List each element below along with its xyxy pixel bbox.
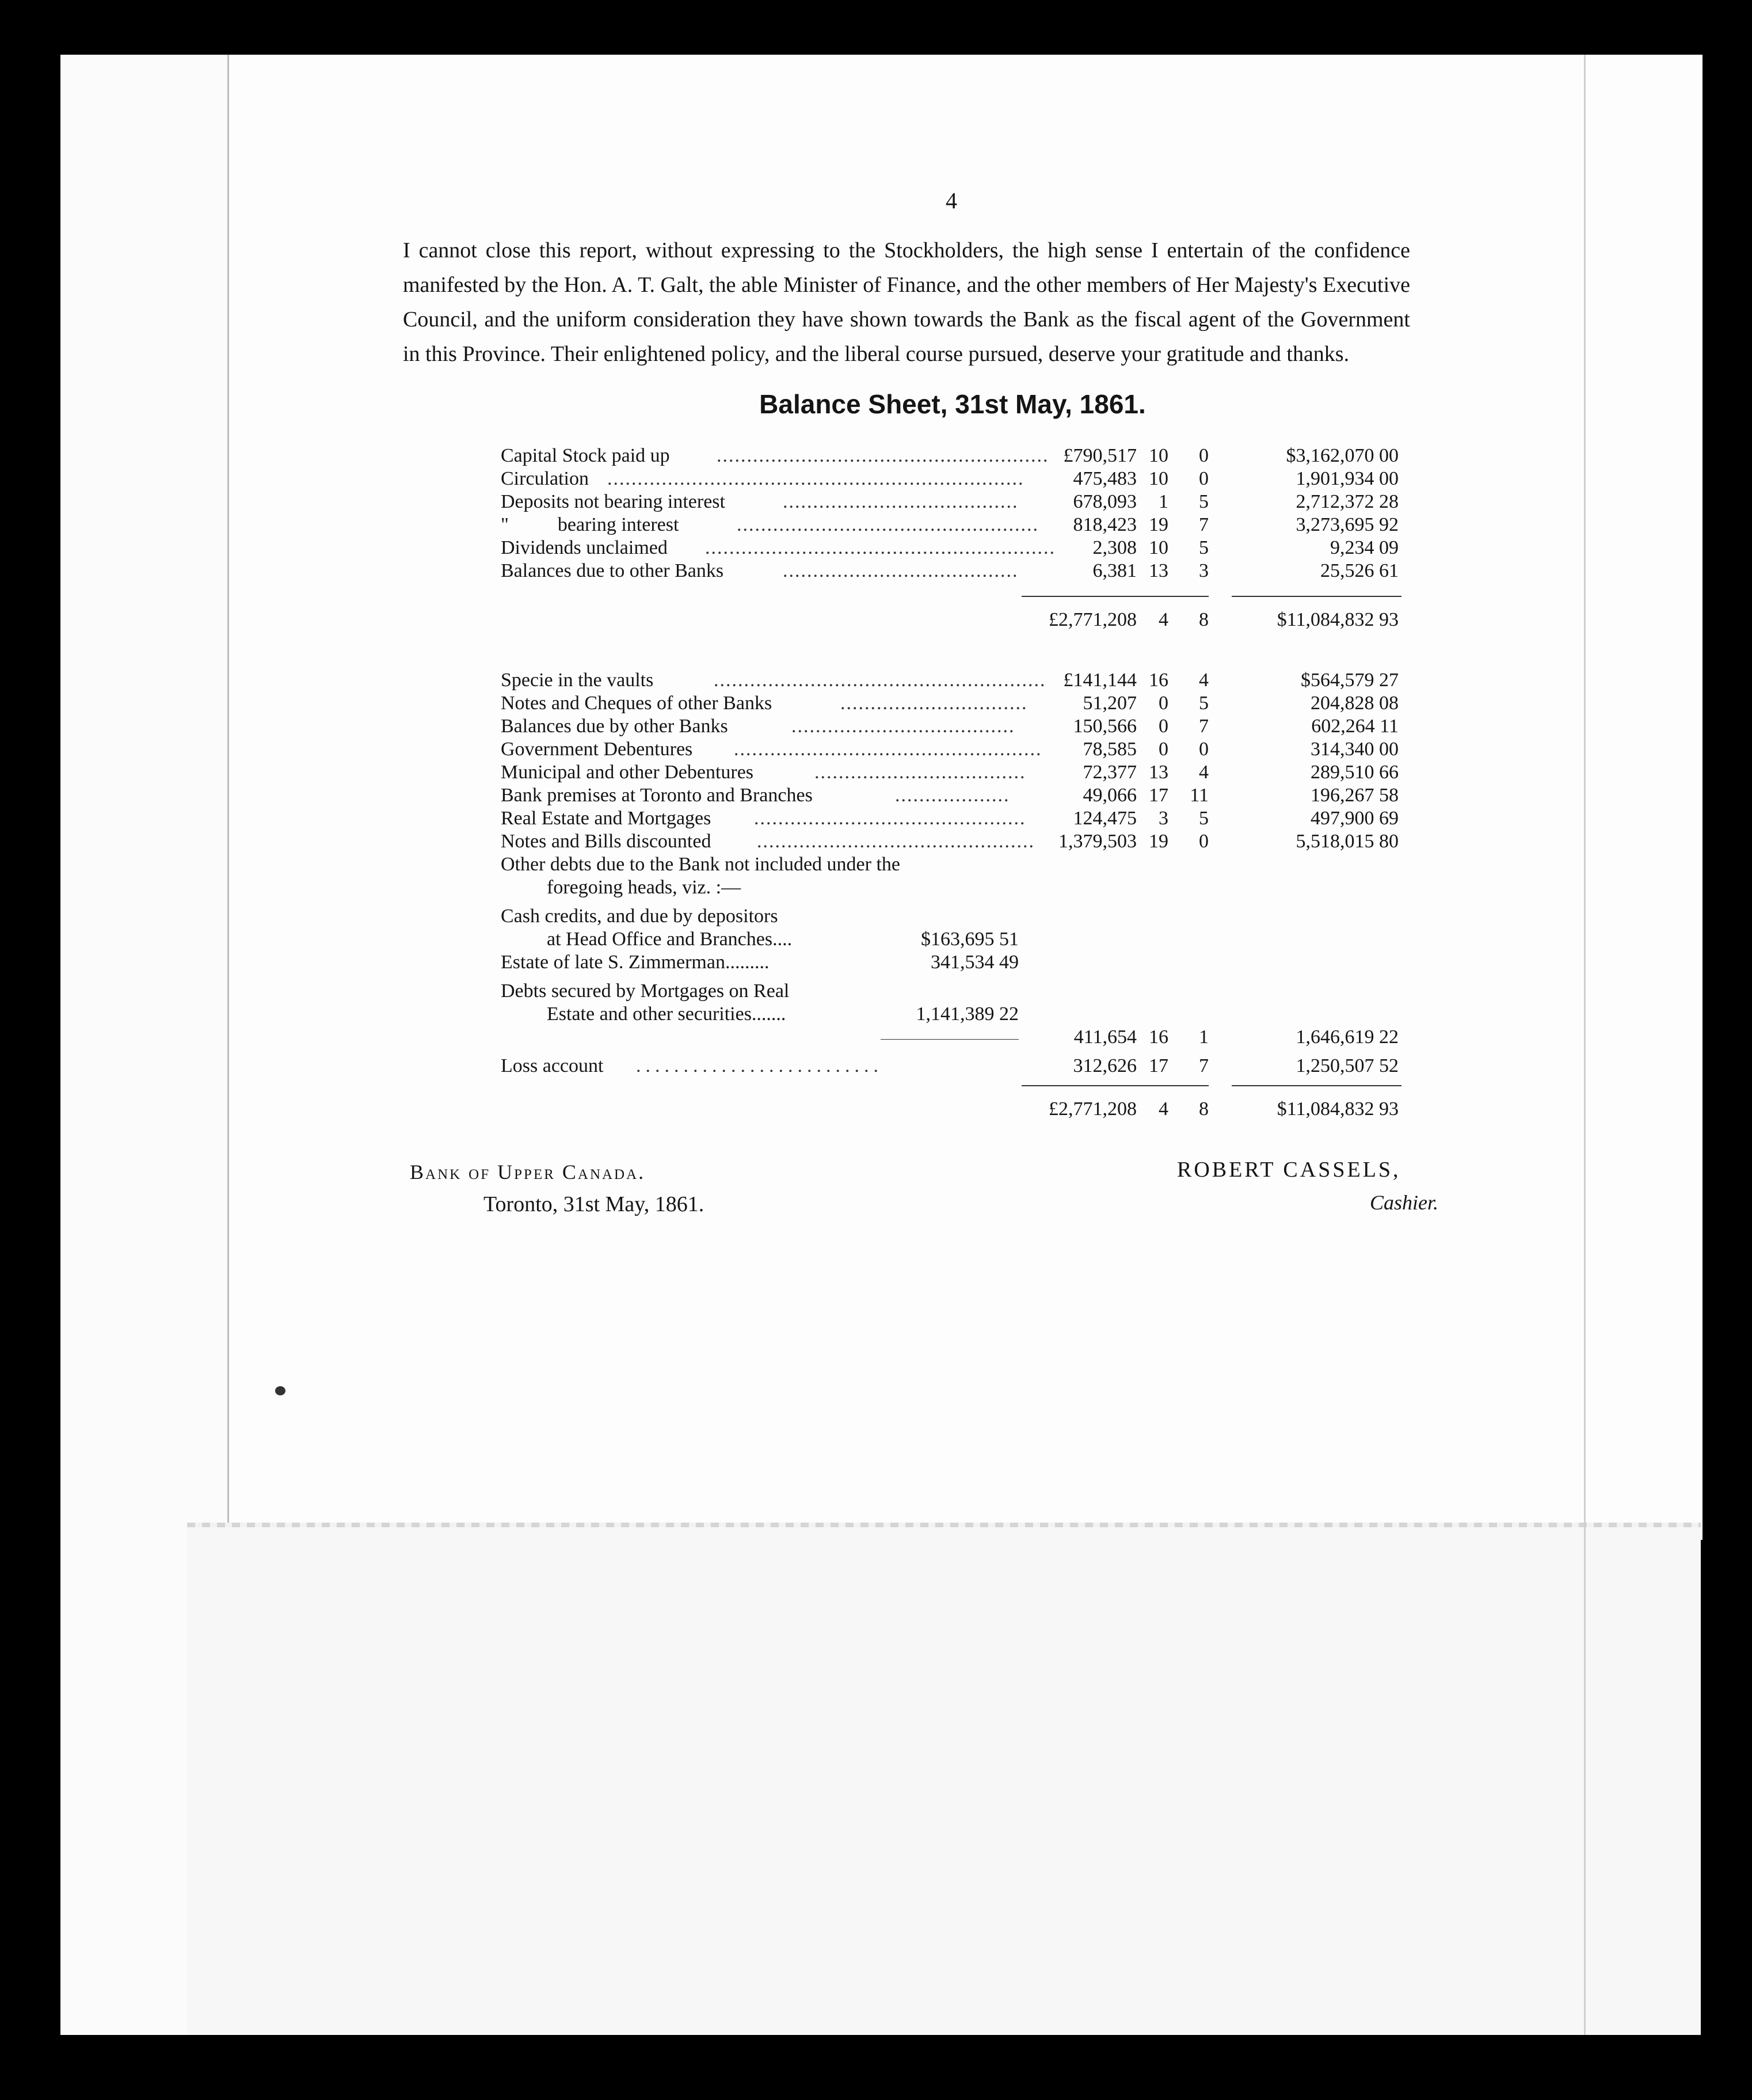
other-debts-subtotal-row (0, 1025, 1752, 1050)
liability-row (0, 466, 1752, 492)
shillings-value: 10 (1149, 537, 1168, 558)
liability-row (0, 512, 1752, 538)
dollars-value: 314,340 00 (1311, 739, 1399, 760)
shillings-value: 16 (1149, 1026, 1168, 1048)
shillings-total: 4 (1159, 1098, 1168, 1120)
other-debt-item (0, 979, 1752, 1004)
row-label: Balances due by other Banks (501, 716, 728, 737)
leader-dots: ....................................................... (714, 669, 1046, 691)
item-amount: 341,534 49 (931, 952, 1019, 973)
dollars-value: 5,518,015 80 (1296, 831, 1399, 852)
leader-dots: .................................................. (737, 514, 1039, 535)
leader-dots: ....................................... (783, 491, 1019, 512)
item-amount: $163,695 51 (921, 929, 1019, 950)
asset-row (0, 829, 1752, 854)
pounds-value: 150,566 (1073, 716, 1137, 737)
dollars-value: 497,900 69 (1311, 808, 1399, 829)
dollars-value: 1,250,507 52 (1296, 1055, 1399, 1076)
column-rule (1022, 596, 1209, 597)
dollars-value: 1,901,934 00 (1296, 468, 1399, 489)
pence-value: 5 (1199, 491, 1209, 512)
other-debts-heading-line1: Other debts due to the Bank not included under the (501, 854, 900, 875)
column-rule (1022, 1085, 1209, 1086)
balance-sheet-title: Balance Sheet, 31st May, 1861. (759, 389, 1146, 419)
row-label: Circulation (501, 468, 589, 489)
dollars-value: 2,712,372 28 (1296, 491, 1399, 512)
shillings-value: 0 (1159, 739, 1168, 760)
pounds-value: 411,654 (1073, 1026, 1137, 1048)
pence-value: 7 (1199, 1055, 1209, 1076)
leader-dots: ................................... (814, 762, 1026, 783)
shillings-value: 1 (1159, 491, 1168, 512)
row-label: Loss account (501, 1055, 604, 1076)
item-label-continued: at Head Office and Branches.... (547, 929, 793, 950)
item-label-continued: Estate and other securities....... (547, 1003, 786, 1025)
pounds-total: £2,771,208 (1049, 609, 1137, 630)
pence-value: 7 (1199, 514, 1209, 535)
other-debts-heading (0, 852, 1752, 877)
row-label: Capital Stock paid up (501, 445, 670, 466)
pounds-value: 2,308 (1092, 537, 1137, 558)
pence-value: 5 (1199, 537, 1209, 558)
pence-total: 8 (1199, 609, 1209, 630)
shillings-value: 16 (1149, 669, 1168, 691)
dollars-value: $564,579 27 (1301, 669, 1399, 691)
row-label: Bank premises at Toronto and Branches (501, 785, 813, 806)
asset-row (0, 760, 1752, 785)
shillings-value: 19 (1149, 514, 1168, 535)
pounds-value: 51,207 (1083, 693, 1137, 714)
page-number: 4 (946, 188, 957, 214)
other-debts-heading (0, 875, 1752, 900)
row-label: Government Debentures (501, 739, 693, 760)
row-label: Notes and Bills discounted (501, 831, 711, 852)
shillings-value: 17 (1149, 785, 1168, 806)
row-label: " bearing interest (501, 514, 679, 535)
item-label: Cash credits, and due by depositors (501, 906, 778, 927)
bank-name: Bank of Upper Canada. (410, 1161, 646, 1184)
signer-name: ROBERT CASSELS, (1177, 1158, 1401, 1182)
item-label: Debts secured by Mortgages on Real (501, 980, 790, 1002)
pounds-value: 312,626 (1073, 1055, 1137, 1076)
pence-value: 5 (1199, 808, 1209, 829)
shillings-total: 4 (1159, 609, 1168, 630)
shillings-value: 0 (1159, 716, 1168, 737)
asset-row (0, 668, 1752, 693)
row-label: Municipal and other Debentures (501, 762, 754, 783)
dollars-value: 289,510 66 (1311, 762, 1399, 783)
pence-value: 0 (1199, 445, 1209, 466)
asset-row (0, 714, 1752, 739)
liability-row (0, 443, 1752, 469)
dollars-value: 3,273,695 92 (1296, 514, 1399, 535)
column-rule (1232, 596, 1401, 597)
other-debts-heading-line2: foregoing heads, viz. :— (547, 877, 741, 898)
liability-row (0, 558, 1752, 584)
leader-dots: ............................... (840, 693, 1028, 714)
shillings-value: 13 (1149, 560, 1168, 581)
row-label: Deposits not bearing interest (501, 491, 725, 512)
row-label: Specie in the vaults (501, 669, 654, 691)
dollars-value: $3,162,070 00 (1286, 445, 1399, 466)
shillings-value: 19 (1149, 831, 1168, 852)
dollars-value: 196,267 58 (1311, 785, 1399, 806)
pence-value: 7 (1199, 716, 1209, 737)
pence-value: 0 (1199, 831, 1209, 852)
place-date: Toronto, 31st May, 1861. (483, 1192, 704, 1216)
dollars-total: $11,084,832 93 (1277, 609, 1399, 630)
leader-dots: ..................................... (791, 716, 1015, 737)
signer-title: Cashier. (1370, 1191, 1439, 1214)
liabilities-total-row (0, 607, 1752, 633)
lower-sheet-area (187, 1527, 1701, 2035)
asset-row (0, 737, 1752, 762)
pounds-value: 1,379,503 (1058, 831, 1137, 852)
pounds-value: 78,585 (1083, 739, 1137, 760)
shillings-value: 0 (1159, 693, 1168, 714)
pence-value: 1 (1199, 1026, 1209, 1048)
leader-dots: .............................................. (757, 831, 1035, 852)
dollars-value: 204,828 08 (1311, 693, 1399, 714)
pence-value: 5 (1199, 693, 1209, 714)
assets-total-row (0, 1097, 1752, 1122)
asset-row (0, 783, 1752, 808)
asset-row (0, 691, 1752, 716)
leader-dots: ....................................... (783, 560, 1019, 581)
leader-dots: .......................................................... (705, 537, 1056, 558)
leader-dots: ................... (895, 785, 1010, 806)
pence-value: 3 (1199, 560, 1209, 581)
shillings-value: 3 (1159, 808, 1168, 829)
fold-line (187, 1523, 1701, 1527)
pence-value: 4 (1199, 669, 1209, 691)
shillings-value: 10 (1149, 445, 1168, 466)
other-debt-item (0, 927, 1752, 952)
liability-row (0, 489, 1752, 515)
leader-dots: .......................... (636, 1055, 883, 1076)
intro-paragraph: I cannot close this report, without expressing to the Stockholders, the high sense I entertain of the confidence manifested by the Hon. A. T. Galt, the able Minister of Finance, and the other members of Her Majesty's Executive Council, and the uniform consideration they have shown towards the Bank as the fiscal agent of the Government in this Province. Their enlightened policy, and the liberal course pursued, deserve your gratitude and thanks. (403, 238, 1410, 366)
dollars-value: 9,234 09 (1330, 537, 1399, 558)
pounds-value: 72,377 (1083, 762, 1137, 783)
shillings-value: 10 (1149, 468, 1168, 489)
pounds-value: £790,517 (1063, 445, 1137, 466)
item-amount: 1,141,389 22 (916, 1003, 1019, 1025)
pounds-total: £2,771,208 (1049, 1098, 1137, 1120)
row-label: Real Estate and Mortgages (501, 808, 711, 829)
pounds-value: £141,144 (1063, 669, 1137, 691)
dollars-value: 602,264 11 (1311, 716, 1399, 737)
other-debt-item (0, 904, 1752, 929)
row-label: Balances due to other Banks (501, 560, 724, 581)
pence-value: 11 (1190, 785, 1209, 806)
leader-dots: ............................................. (754, 808, 1026, 829)
row-label: Notes and Cheques of other Banks (501, 693, 772, 714)
pence-total: 8 (1199, 1098, 1209, 1120)
row-label: Dividends unclaimed (501, 537, 668, 558)
pounds-value: 49,066 (1083, 785, 1137, 806)
pence-value: 0 (1199, 739, 1209, 760)
other-debt-item (0, 950, 1752, 975)
asset-row (0, 806, 1752, 831)
shillings-value: 13 (1149, 762, 1168, 783)
pence-value: 4 (1199, 762, 1209, 783)
dollars-total: $11,084,832 93 (1277, 1098, 1399, 1120)
leader-dots: ................................................... (734, 739, 1042, 760)
leader-dots: ....................................................... (717, 445, 1049, 466)
ink-speck (275, 1386, 285, 1395)
pounds-value: 678,093 (1073, 491, 1137, 512)
leader-dots: ..................................................................... (607, 468, 1024, 489)
shillings-value: 17 (1149, 1055, 1168, 1076)
other-debt-item (0, 1002, 1752, 1027)
liability-row (0, 535, 1752, 561)
dollars-value: 1,646,619 22 (1296, 1026, 1399, 1048)
pounds-value: 475,483 (1073, 468, 1137, 489)
loss-account-row (0, 1053, 1752, 1079)
pounds-value: 124,475 (1073, 808, 1137, 829)
pounds-value: 818,423 (1073, 514, 1137, 535)
pence-value: 0 (1199, 468, 1209, 489)
item-label: Estate of late S. Zimmerman......... (501, 952, 770, 973)
dollars-value: 25,526 61 (1320, 560, 1399, 581)
column-rule (1232, 1085, 1401, 1086)
pounds-value: 6,381 (1092, 560, 1137, 581)
